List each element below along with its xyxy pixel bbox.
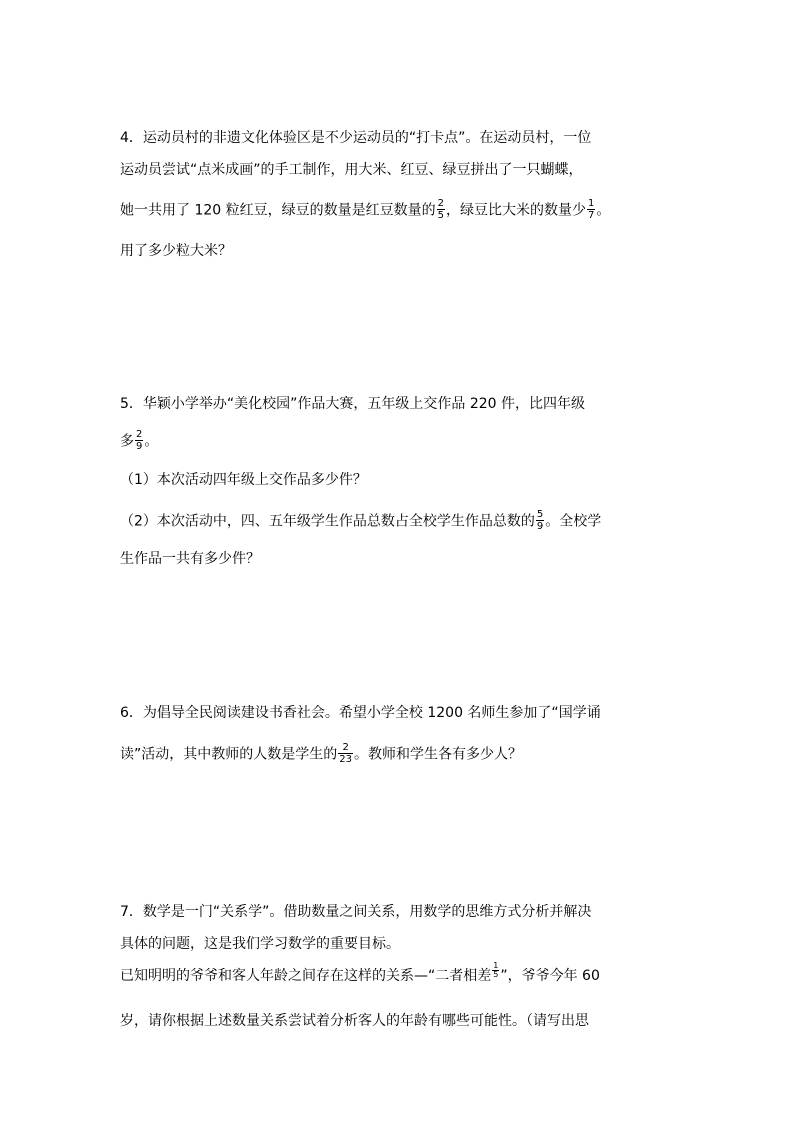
q5-line-2-text-b: 。	[144, 433, 159, 450]
q5-subquestion-2	[120, 510, 680, 533]
q6-line-1: 6．为倡导全民阅读建设书香社会。希望小学全校 1200 名师生参加了“国学诵	[120, 705, 601, 721]
q7-line-3-text-b: ”，爷爷今年 60	[500, 968, 600, 984]
fraction-two-twentythirds	[338, 742, 353, 765]
q7-line-1: 7．数学是一门“关系学”。借助数量之间关系，用数学的思维方式分析并解决	[120, 904, 592, 920]
fraction-denominator: 9	[536, 521, 544, 532]
q7-line-4: 岁，请你根据上述数量关系尝试着分析客人的年龄有哪些可能性。（请写出思	[120, 1013, 589, 1029]
q5-subquestion-1: （1）本次活动四年级上交作品多少件？	[120, 472, 367, 488]
q4-line-4: 用了多少粒大米？	[120, 243, 232, 259]
q4-line-3	[120, 199, 680, 222]
fraction-numerator: 2	[136, 429, 143, 440]
fraction-one-seventh	[587, 198, 595, 221]
q5-line-1: 5．华颖小学举办“美化校园”作品大赛，五年级上交作品 220 件，比四年级	[120, 396, 586, 412]
fraction-five-ninths	[536, 509, 544, 532]
q5-line-2-text-a: 多	[120, 433, 134, 450]
q7-line-3	[120, 960, 680, 986]
fraction-denominator: 23	[339, 754, 352, 765]
fraction-numerator: 2	[338, 742, 353, 754]
q5-line-4-text-b: 。全校学	[545, 513, 602, 530]
q4-line-2: 运动员尝试“点米成画”的手工制作，用大米、红豆、绿豆拼出了一只蝴蝶，	[120, 162, 583, 178]
fraction-one-fifth	[492, 962, 499, 979]
fraction-denominator: 7	[588, 210, 595, 221]
q4-line-3-text-a: 她一共用了 120 粒红豆，绿豆的数量是红豆数量的	[120, 202, 436, 219]
fraction-numerator: 5	[536, 509, 544, 520]
q4-line-3-text-b: ，绿豆比大米的数量少	[446, 202, 586, 219]
fraction-denominator: 5	[493, 969, 499, 979]
fraction-numerator: 1	[493, 960, 499, 970]
fraction-numerator: 2	[437, 198, 444, 209]
fraction-two-fifths	[437, 198, 445, 221]
q5-line-4-text-a: （2）本次活动中，四、五年级学生作品总数占全校学生作品总数的	[120, 513, 535, 530]
fraction-two-ninths	[135, 429, 143, 452]
q4-line-1: 4．运动员村的非遗文化体验区是不少运动员的“打卡点”。在运动员村，一位	[120, 130, 592, 146]
q4-line-3-text-c: 。	[596, 202, 611, 219]
q5-line-2	[120, 430, 680, 453]
fraction-numerator: 1	[588, 198, 595, 209]
q6-line-2	[120, 743, 680, 766]
q6-line-2-text-b: 。教师和学生各有多少人？	[354, 746, 522, 763]
q6-line-2-text-a: 读”活动，其中教师的人数是学生的	[120, 746, 338, 763]
q7-line-2: 具体的问题，这是我们学习数学的重要目标。	[120, 936, 400, 952]
fraction-denominator: 9	[136, 441, 143, 452]
q5-line-5: 生作品一共有多少件？	[120, 551, 260, 567]
fraction-denominator: 5	[437, 210, 444, 221]
q7-line-3-text-a: 已知明明的爷爷和客人年龄之间存在这样的关系—“二者相差	[120, 968, 492, 984]
